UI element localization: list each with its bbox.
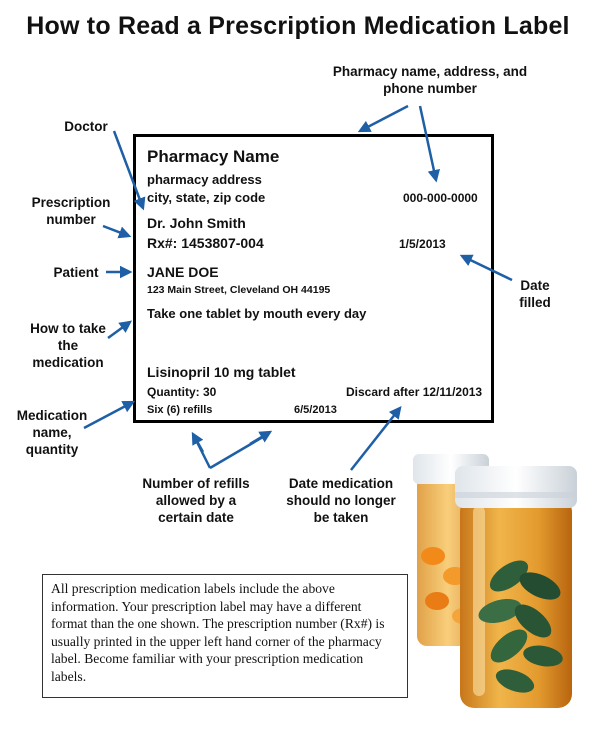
callout-pharmacy-info: Pharmacy name, address, and phone number: [332, 64, 528, 96]
callout-patient: Patient: [53, 265, 99, 280]
arrow-doctor: [114, 131, 143, 208]
callout-how-to-take: How to take the medication: [30, 321, 106, 370]
patient-address: 123 Main Street, Cleveland OH 44195: [147, 284, 331, 296]
pharmacy-name: Pharmacy Name: [147, 147, 280, 166]
callout-doctor: Doctor: [64, 119, 108, 134]
page-title: How to Read a Prescription Medication Label: [26, 12, 570, 40]
callout-medication: Medication name, quantity: [16, 408, 88, 457]
callout-prescription-number: Prescription number: [31, 195, 111, 227]
arrow-pharmacy-name: [360, 106, 408, 131]
rx-number: Rx#: 1453807-004: [147, 235, 264, 251]
refills: Six (6) refills: [147, 404, 213, 416]
callout-discard: Date medication should no longer be taken: [286, 476, 396, 525]
arrow-rx-number: [103, 226, 129, 236]
date-filled: 1/5/2013: [399, 237, 446, 251]
arrow-pharmacy-phone: [420, 106, 436, 180]
pharmacy-phone: 000-000-0000: [403, 191, 478, 205]
explanation-note: All prescription medication labels include the above information. Your prescription label may have a different format than the one shown. The prescription number (Rx#) is usually printed in the upper left hand corner of the pharmacy label. Become familiar with your prescription medication labels.: [42, 574, 408, 698]
discard-date: Discard after 12/11/2013: [346, 385, 483, 399]
quantity: Quantity: 30: [147, 385, 217, 399]
pharmacy-address: pharmacy address: [147, 172, 262, 187]
doctor-name: Dr. John Smith: [147, 215, 246, 231]
directions: Take one tablet by mouth every day: [147, 306, 367, 321]
arrow-how-to-take: [108, 322, 130, 338]
arrow-medication: [84, 402, 133, 428]
arrow-discard: [351, 408, 400, 470]
refill-date: 6/5/2013: [294, 404, 337, 416]
pill-bottles-image: [405, 436, 595, 722]
medication-name: Lisinopril 10 mg tablet: [147, 364, 296, 380]
callout-date-filled: Date filled: [519, 278, 551, 310]
patient-name: JANE DOE: [147, 264, 219, 280]
arrow-date-filled: [462, 256, 512, 280]
callout-refills: Number of refills allowed by a certain date: [142, 476, 250, 525]
city-state-zip: city, state, zip code: [147, 190, 266, 205]
